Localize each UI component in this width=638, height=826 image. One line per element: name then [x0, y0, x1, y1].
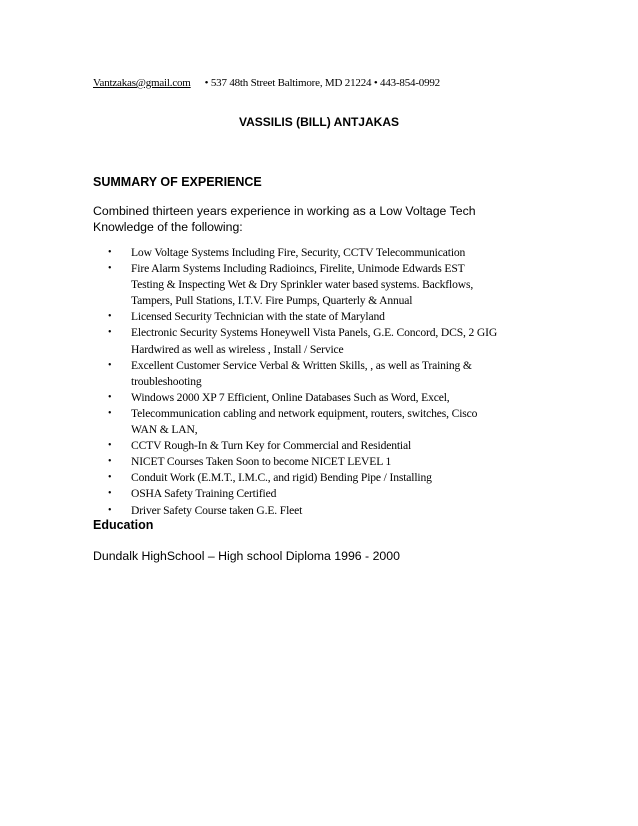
bullet-icon: •	[108, 456, 112, 468]
experience-item-text: Licensed Security Technician with the state of Maryland	[131, 310, 385, 324]
experience-item-text: Driver Safety Course taken G.E. Fleet	[131, 503, 303, 517]
bullet-icon: •	[108, 488, 112, 500]
experience-item-text: Testing & Inspecting Wet & Dry Sprinkler water based systems. Backflows,	[131, 278, 474, 292]
education-entry: Dundalk HighSchool – High school Diploma 1996 - 2000	[93, 549, 400, 563]
bullet-icon: •	[108, 263, 112, 275]
experience-item	[108, 390, 538, 406]
summary-intro	[93, 203, 533, 235]
experience-item	[108, 486, 538, 502]
bullet-icon: •	[108, 327, 112, 339]
experience-item	[108, 261, 538, 309]
bullet-icon: •	[108, 504, 112, 516]
experience-item	[108, 358, 538, 390]
experience-item-text: Hardwired as well as wireless , Install / Service	[131, 342, 344, 356]
bullet-icon: •	[108, 472, 112, 484]
experience-item-text: Excellent Customer Service Verbal & Written Skills, , as well as Training &	[131, 358, 472, 372]
education-heading: Education	[93, 518, 154, 532]
experience-item-text: Tampers, Pull Stations, I.T.V. Fire Pumps, Quarterly & Annual	[131, 294, 413, 308]
experience-item-text: Fire Alarm Systems Including Radioincs, Firelite, Unimode Edwards EST	[131, 262, 465, 276]
bullet-icon: •	[108, 247, 112, 258]
experience-item-text: OSHA Safety Training Certified	[131, 487, 277, 501]
experience-item	[108, 406, 538, 438]
experience-item	[108, 245, 538, 261]
experience-item	[108, 438, 538, 454]
experience-item	[108, 309, 538, 325]
contact-line	[93, 77, 440, 89]
experience-item-text: Low Voltage Systems Including Fire, Security, CCTV Telecommunication	[131, 246, 466, 259]
experience-item-text: Conduit Work (E.M.T., I.M.C., and rigid) Bending Pipe / Installing	[131, 471, 432, 485]
experience-item-text: Windows 2000 XP 7 Efficient, Online Databases Such as Word, Excel,	[131, 390, 450, 404]
experience-item	[108, 325, 538, 357]
intro-line: Knowledge of the following:	[93, 220, 243, 234]
bullet-icon: •	[108, 311, 112, 323]
email-link[interactable]: Vantzakas@gmail.com	[93, 77, 191, 89]
experience-item-text: NICET Courses Taken Soon to become NICET LEVEL 1	[131, 455, 392, 469]
intro-line: Combined thirteen years experience in working as a Low Voltage Tech	[93, 204, 476, 218]
bullet-icon: •	[108, 391, 112, 403]
experience-list	[108, 245, 538, 519]
bullet-icon: •	[108, 407, 112, 419]
bullet-icon: •	[108, 359, 112, 371]
experience-item	[108, 503, 538, 519]
bullet-icon: •	[108, 440, 112, 452]
experience-item-text: CCTV Rough-In & Turn Key for Commercial and Residential	[131, 439, 412, 453]
address-phone: • 537 48th Street Baltimore, MD 21224 • 443-854-0992	[204, 77, 440, 89]
experience-item	[108, 470, 538, 486]
experience-item-text: Electronic Security Systems Honeywell Vista Panels, G.E. Concord, DCS, 2 GIG	[131, 326, 498, 340]
summary-heading: SUMMARY OF EXPERIENCE	[93, 175, 262, 189]
experience-item-text: Telecommunication cabling and network equipment, routers, switches, Cisco	[131, 406, 478, 420]
applicant-name: VASSILIS (BILL) ANTJAKAS	[238, 115, 399, 129]
experience-item-text: WAN & LAN,	[131, 423, 198, 437]
experience-item	[108, 454, 538, 470]
experience-item-text: troubleshooting	[131, 374, 202, 388]
